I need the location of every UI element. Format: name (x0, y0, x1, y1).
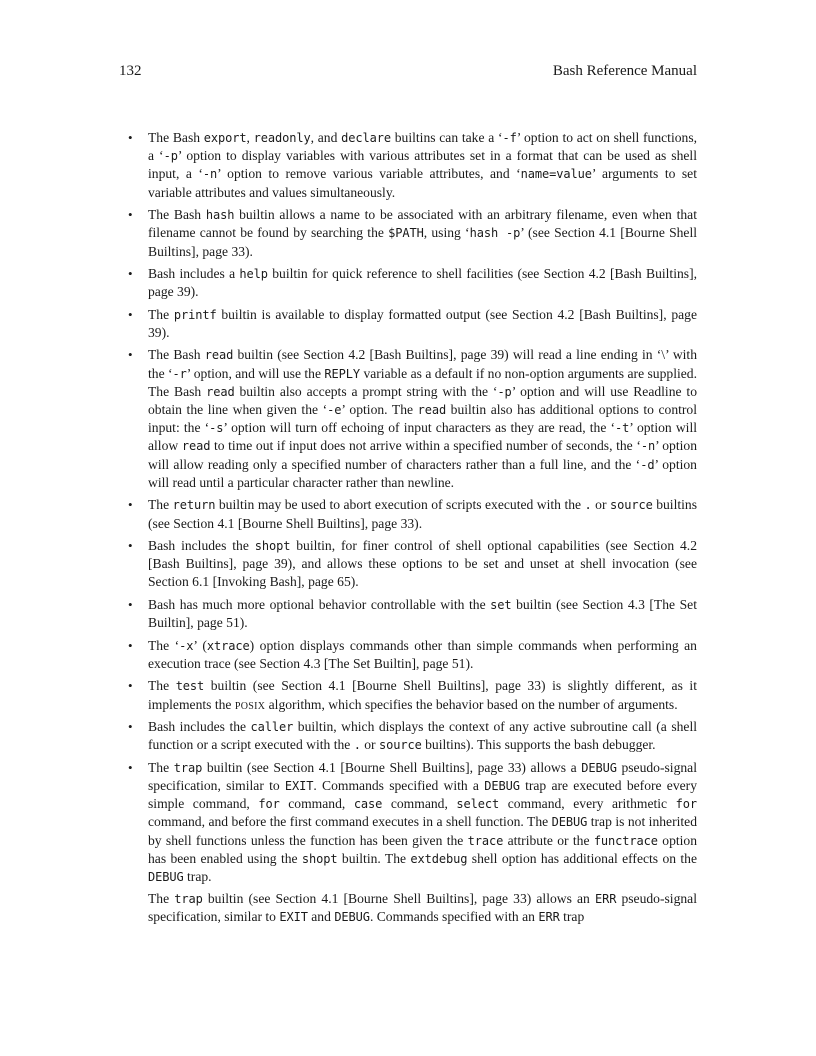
bullet-icon: • (128, 207, 133, 223)
list-item (128, 637, 697, 673)
inline-code: ERR (594, 892, 617, 907)
text-run: ’ option to act on shell functions, a ‘ (148, 130, 698, 164)
text-run: command, (279, 796, 354, 812)
text-run: , (246, 130, 254, 145)
inline-code: EXIT (279, 910, 308, 925)
inline-code: . (353, 738, 361, 753)
list-item (128, 346, 698, 492)
inline-code: DEBUG (148, 869, 184, 884)
inline-code: for (258, 797, 280, 812)
text-run: The Bash (148, 207, 206, 223)
text-run: Bash includes a (148, 266, 240, 282)
inline-code: DEBUG (484, 778, 520, 793)
text-run: option has been enabled using the (148, 832, 698, 866)
bullet-icon: • (128, 347, 133, 363)
inline-code: trap (174, 892, 203, 907)
list-item (128, 129, 698, 202)
inline-code: set (490, 597, 512, 612)
list-item-text (148, 129, 697, 202)
inline-code: extdebug (410, 851, 468, 866)
text-run: pseudo-signal specification, similar to (148, 891, 697, 925)
text-run: trap (559, 909, 585, 925)
text-run: variable as a default if no non-option arguments are supplied. The Bash (148, 365, 697, 399)
text-run: Bash has much more optional behavior controllable with the (148, 596, 491, 612)
inline-code: help (239, 267, 268, 282)
inline-code: read (181, 439, 211, 454)
text-run: The (148, 306, 174, 322)
text-run: . Commands specified with an (369, 909, 539, 925)
text-run: builtin, which displays the context of any active subroutine call (a shell function or a script executed with the (148, 719, 697, 753)
list-item (128, 306, 697, 342)
bullet-icon: • (128, 538, 133, 554)
list-item-text (148, 346, 697, 492)
text-run: The (148, 759, 174, 775)
text-run: command, every arithmetic (499, 796, 676, 812)
text-run: builtin (see Section 4.3 [The Set Builtin], page 51). (148, 596, 697, 631)
inline-code: . (584, 498, 592, 513)
inline-code: -n (640, 439, 656, 454)
text-run: command, and before the first command executes in a shell function. The (148, 814, 552, 830)
inline-code: read (206, 384, 235, 399)
text-run: builtin (see Section 4.1 [Bourne Shell Builtins], page 33) allows a (202, 759, 582, 775)
inline-code: -x (179, 638, 194, 653)
text-run: ’ ( (193, 637, 207, 653)
bullet-icon: • (128, 759, 133, 775)
list-item-text (148, 677, 697, 713)
text-run: builtin is available to display formatted output (see Section 4.2 [Bash Builtins], page 39). (148, 306, 697, 340)
list-item-text (148, 759, 697, 886)
text-run: The (148, 678, 176, 694)
text-run: , and (310, 130, 342, 145)
bullet-icon: • (128, 678, 133, 694)
list-item (128, 718, 697, 754)
text-run: The Bash (148, 347, 205, 363)
inline-code: readonly (253, 131, 311, 145)
text-run: shell option has additional effects on the (467, 850, 698, 866)
text-run: builtins (see Section 4.1 [Bourne Shell Builtins], page 33). (148, 497, 697, 531)
inline-code: EXIT (284, 778, 314, 793)
inline-code: trap (173, 760, 203, 775)
inline-code: shopt (301, 851, 338, 866)
list-item-text (148, 306, 697, 342)
feature-list (128, 129, 698, 927)
text-run: algorithm, which specifies the behavior based on the number of arguments. (265, 696, 678, 712)
list-item (128, 759, 698, 927)
list-item-text (148, 265, 697, 301)
text-run: and (307, 909, 335, 925)
inline-code: read (204, 348, 234, 363)
text-run: The (148, 497, 173, 513)
bullet-icon: • (128, 306, 133, 322)
text-run: ) option displays commands other than simple commands when performing an execution trace (see Section 4.3 [The Set Builtin], page 51). (148, 637, 697, 671)
inline-code: -f (502, 131, 517, 145)
inline-code: -n (202, 167, 218, 182)
inline-code: -s (209, 421, 224, 436)
list-item-text (148, 637, 697, 673)
bullet-icon: • (128, 266, 133, 282)
inline-code: name=value (520, 167, 592, 182)
list-item-text (148, 596, 697, 632)
text-run: builtin (see Section 4.2 [Bash Builtins], page 39) will read a line ending in ‘\’ with the ‘ (148, 347, 697, 381)
text-run: The ‘ (148, 637, 180, 653)
inline-code: -d (640, 457, 655, 472)
text-run: builtin. The (337, 850, 411, 866)
inline-code: -p (163, 149, 178, 164)
list-item (128, 677, 697, 713)
inline-code: -e (327, 403, 342, 418)
bullet-icon: • (128, 596, 133, 612)
inline-code: DEBUG (581, 760, 617, 775)
page-header (119, 63, 697, 83)
text-run: builtin (see Section 4.1 [Bourne Shell Builtins], page 33) allows an (202, 891, 595, 907)
bullet-icon: • (128, 637, 133, 653)
text-run: pseudo-signal specification, similar to (148, 759, 697, 793)
inline-code: caller (250, 720, 294, 735)
inline-code: $PATH (388, 226, 424, 241)
text-run: ’ option will allow (148, 420, 698, 454)
text-run: builtin, for finer control of shell optional capabilities (see Section 4.2 [Bash Builtins], page 39), and allows these options to be set and unset at shell invocation (see Section 6.1 [Invoking Bash], page 65). (148, 538, 697, 590)
text-run: The (148, 891, 175, 907)
text-run: Bash includes the (148, 719, 251, 735)
text-run: builtin may be used to abort execution of scripts executed with the (215, 497, 585, 513)
text-run: ’ option to remove various variable attributes, and ‘ (217, 166, 521, 182)
inline-code: source (378, 738, 422, 753)
text-run: trap are executed before every simple command, (148, 777, 697, 812)
text-run: attribute or the (503, 832, 594, 848)
inline-code: read (417, 403, 447, 418)
bullet-icon: • (128, 497, 133, 513)
bullet-icon: • (128, 719, 133, 735)
text-run: builtin also has additional options to control input: the ‘ (148, 402, 697, 436)
text-run: or (360, 737, 379, 753)
text-run: or (591, 497, 610, 513)
list-item (128, 265, 697, 301)
text-run: builtin for quick reference to shell facilities (see Section 4.2 [Bash Builtins], page 39). (148, 266, 697, 300)
inline-code: DEBUG (334, 910, 370, 925)
list-item-text (148, 496, 697, 532)
inline-code: -t (615, 421, 630, 436)
text-run: Bash includes the (148, 538, 255, 554)
inline-code: case (353, 797, 383, 812)
text-run: trap is not inherited by shell functions unless the function has been given the (148, 814, 697, 848)
inline-code: REPLY (324, 366, 361, 381)
text-run: command, (382, 796, 457, 812)
inline-code: for (675, 797, 697, 812)
list-item (128, 206, 698, 261)
inline-code: printf (173, 307, 217, 322)
text-run: ’ option will turn off echoing of input characters as they are read, the ‘ (223, 420, 616, 436)
text-run: builtin (see Section 4.1 [Bourne Shell Builtins], page 33) is slightly different, as it implements the (148, 678, 697, 712)
list-item (128, 537, 697, 592)
inline-code: -p (497, 384, 512, 399)
text-run: builtins). This supports the bash debugger. (421, 737, 656, 753)
text-run: ’ option will allow reading only a specified number of characters rather than a full line, and the ‘ (148, 438, 697, 472)
page-body (128, 129, 698, 931)
text-run: The Bash (148, 130, 204, 145)
text-run: trap. (183, 868, 212, 884)
text-run: builtin also accepts a prompt string with the ‘ (234, 383, 498, 399)
inline-code: source (609, 498, 653, 513)
text-run: ’ option to display variables with various attributes set in a format that can be used as shell input, a ‘ (148, 148, 697, 182)
list-item-continuation (148, 890, 697, 926)
text-run: ’ option will read until a particular character rather than newline. (148, 456, 697, 490)
running-title: Bash Reference Manual (552, 63, 697, 79)
list-item-text (148, 718, 697, 754)
list-item (128, 596, 697, 632)
inline-code: test (175, 679, 205, 694)
small-caps-term: posix (234, 696, 266, 712)
list-item-text (148, 537, 697, 592)
inline-code: return (172, 498, 216, 513)
inline-code: trace (467, 833, 504, 848)
text-run: . Commands specified with a (313, 777, 485, 793)
list-item-text (148, 206, 697, 261)
text-run: ’ (see Section 4.1 [Bourne Shell Builtins], page 33). (148, 225, 698, 259)
text-run: ’ option and will use Readline to obtain the line when given the ‘ (148, 383, 697, 418)
text-run: , using ‘ (423, 225, 470, 241)
inline-code: xtrace (206, 638, 250, 653)
inline-code: declare (341, 131, 392, 145)
text-run: to time out if input does not arrive within a specified number of seconds, the ‘ (210, 438, 641, 454)
inline-code: hash (205, 208, 235, 223)
inline-code: ERR (538, 910, 560, 925)
list-item (128, 496, 697, 532)
page-number: 132 (119, 63, 142, 79)
inline-code: functrace (593, 833, 658, 848)
text-run: builtin allows a name to be associated with an arbitrary filename, even when that filename cannot be found by searching the (148, 207, 697, 241)
inline-code: -r (172, 366, 187, 381)
text-run: builtins can take a ‘ (391, 130, 503, 145)
inline-code: hash -p (469, 226, 521, 241)
inline-code: select (456, 797, 500, 812)
inline-code: export (203, 131, 247, 145)
bullet-icon: • (128, 130, 133, 145)
text-run: ’ option. The (341, 402, 418, 418)
inline-code: shopt (254, 539, 291, 554)
text-run: ’ arguments to set variable attributes and values simultaneously. (148, 166, 697, 200)
text-run: ’ option, and will use the (186, 365, 325, 381)
inline-code: DEBUG (551, 815, 588, 830)
